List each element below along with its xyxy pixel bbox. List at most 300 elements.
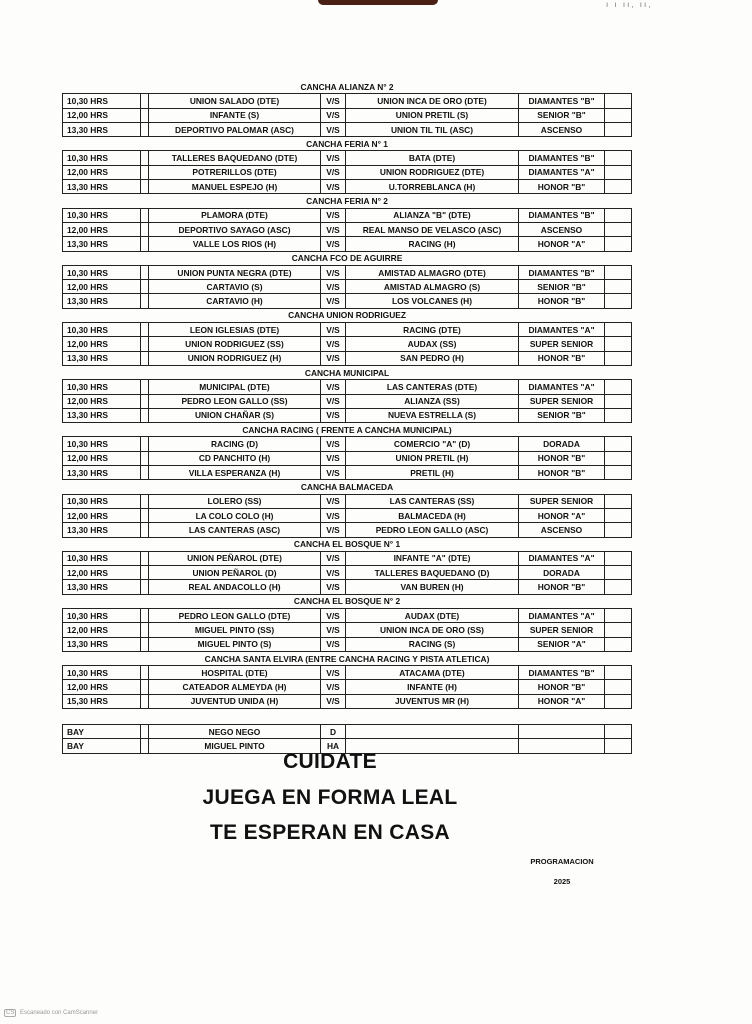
away-team-cell: UNION RODRIGUEZ (DTE) [346, 165, 519, 179]
venue-header-row [63, 537, 632, 551]
away-team-cell: UNION TIL TIL (ASC) [346, 122, 519, 136]
away-team-cell: LAS CANTERAS (DTE) [346, 380, 519, 394]
spacer-cell [141, 280, 149, 294]
message-line-3: TE ESPERAN EN CASA [210, 821, 450, 844]
category-cell: SUPER SENIOR [519, 494, 605, 508]
category-cell: DIAMANTES "B" [519, 208, 605, 222]
spacer-row [63, 709, 632, 725]
versus-cell: V/S [321, 337, 346, 351]
versus-cell: D [321, 725, 346, 739]
match-row [63, 323, 632, 337]
match-row [63, 265, 632, 279]
home-team-cell: CARTAVIO (H) [149, 294, 321, 308]
venue-title: CANCHA MUNICIPAL [304, 367, 390, 378]
match-time-cell: 10,30 HRS [63, 437, 141, 451]
spacer-cell [141, 566, 149, 580]
match-row [63, 294, 632, 308]
away-team-cell [346, 725, 519, 739]
away-team-cell: INFANTE (H) [346, 680, 519, 694]
extra-cell [605, 237, 632, 251]
away-team-cell: VAN BUREN (H) [346, 580, 519, 594]
category-cell: DIAMANTES "B" [519, 94, 605, 108]
versus-cell: V/S [321, 551, 346, 565]
away-team-cell: AMISTAD ALMAGRO (DTE) [346, 265, 519, 279]
match-time-cell: 12,00 HRS [63, 508, 141, 522]
extra-cell [605, 351, 632, 365]
extra-cell [605, 637, 632, 651]
versus-cell: V/S [321, 165, 346, 179]
category-cell: HONOR "B" [519, 180, 605, 194]
match-time-cell: 13,30 HRS [63, 637, 141, 651]
home-team-cell: LEON IGLESIAS (DTE) [149, 323, 321, 337]
versus-cell: V/S [321, 608, 346, 622]
spacer-cell [141, 323, 149, 337]
away-team-cell: UNION PRETIL (H) [346, 451, 519, 465]
extra-cell [605, 265, 632, 279]
away-team-cell: RACING (S) [346, 637, 519, 651]
spacer-cell [141, 265, 149, 279]
away-team-cell: BATA (DTE) [346, 151, 519, 165]
spacer-cell [141, 294, 149, 308]
home-team-cell: PEDRO LEON GALLO (SS) [149, 394, 321, 408]
versus-cell: V/S [321, 451, 346, 465]
category-cell: HONOR "B" [519, 351, 605, 365]
venue-title: CANCHA SANTA ELVIRA (ENTRE CANCHA RACING Y PISTA ATLETICA) [204, 653, 490, 664]
category-cell: HONOR "B" [519, 580, 605, 594]
category-cell: DIAMANTES "B" [519, 666, 605, 680]
away-team-cell: RACING (DTE) [346, 323, 519, 337]
category-cell [519, 725, 605, 739]
category-cell: HONOR "A" [519, 237, 605, 251]
versus-cell: V/S [321, 237, 346, 251]
category-cell: DIAMANTES "A" [519, 380, 605, 394]
spacer-cell [141, 151, 149, 165]
match-time-cell: 13,30 HRS [63, 237, 141, 251]
home-team-cell: VALLE LOS RIOS (H) [149, 237, 321, 251]
spacer-cell [141, 725, 149, 739]
extra-cell [605, 551, 632, 565]
match-time-cell: 10,30 HRS [63, 323, 141, 337]
match-time-cell: 12,00 HRS [63, 165, 141, 179]
spacer-cell [63, 709, 632, 725]
away-team-cell: TALLERES BAQUEDANO (D) [346, 566, 519, 580]
home-team-cell: INFANTE (S) [149, 108, 321, 122]
spacer-cell [141, 580, 149, 594]
match-time-cell: 10,30 HRS [63, 666, 141, 680]
versus-cell: HA [321, 739, 346, 753]
match-row [63, 280, 632, 294]
match-time-cell: 13,30 HRS [63, 523, 141, 537]
match-time-cell: 13,30 HRS [63, 408, 141, 422]
footer-year: 2025 [553, 877, 571, 886]
versus-cell: V/S [321, 623, 346, 637]
spacer-cell [141, 108, 149, 122]
extra-cell [605, 580, 632, 594]
match-row [63, 437, 632, 451]
venue-title: CANCHA FERIA N° 1 [306, 138, 388, 149]
home-team-cell: PLAMORA (DTE) [149, 208, 321, 222]
away-team-cell: AUDAX (SS) [346, 337, 519, 351]
away-team-cell: AUDAX (DTE) [346, 608, 519, 622]
match-time-cell: 10,30 HRS [63, 208, 141, 222]
spacer-cell [141, 551, 149, 565]
top-edge-scribble: ı ı ıı, ıı, [606, 0, 653, 9]
home-team-cell: LOLERO (SS) [149, 494, 321, 508]
match-row [63, 523, 632, 537]
home-team-cell: UNION RODRIGUEZ (SS) [149, 337, 321, 351]
extra-cell [605, 508, 632, 522]
home-team-cell: MANUEL ESPEJO (H) [149, 180, 321, 194]
versus-cell: V/S [321, 151, 346, 165]
versus-cell: V/S [321, 680, 346, 694]
match-time-cell: 13,30 HRS [63, 122, 141, 136]
extra-cell [605, 294, 632, 308]
match-row [63, 494, 632, 508]
match-row [63, 666, 632, 680]
category-cell: ASCENSO [519, 222, 605, 236]
category-cell: DIAMANTES "A" [519, 165, 605, 179]
venue-title: CANCHA UNION RODRIGUEZ [288, 310, 406, 321]
versus-cell: V/S [321, 180, 346, 194]
category-cell: HONOR "B" [519, 680, 605, 694]
match-row [63, 394, 632, 408]
versus-cell: V/S [321, 351, 346, 365]
spacer-cell [141, 394, 149, 408]
versus-cell: V/S [321, 294, 346, 308]
away-team-cell: AMISTAD ALMAGRO (S) [346, 280, 519, 294]
home-team-cell: UNION RODRIGUEZ (H) [149, 351, 321, 365]
extra-cell [605, 725, 632, 739]
category-cell: HONOR "B" [519, 451, 605, 465]
versus-cell: V/S [321, 466, 346, 480]
venue-title: CANCHA EL BOSQUE N° 1 [293, 539, 401, 550]
match-row [63, 580, 632, 594]
extra-cell [605, 380, 632, 394]
home-team-cell: NEGO NEGO [149, 725, 321, 739]
extra-cell [605, 451, 632, 465]
versus-cell: V/S [321, 208, 346, 222]
versus-cell: V/S [321, 694, 346, 708]
extra-cell [605, 151, 632, 165]
home-team-cell: MIGUEL PINTO (S) [149, 637, 321, 651]
venue-title: CANCHA RACING ( FRENTE A CANCHA MUNICIPAL) [242, 424, 452, 435]
home-team-cell: UNION PUNTA NEGRA (DTE) [149, 265, 321, 279]
home-team-cell: CD PANCHITO (H) [149, 451, 321, 465]
match-row [63, 566, 632, 580]
match-row [63, 451, 632, 465]
spacer-cell [141, 380, 149, 394]
match-time-cell: 13,30 HRS [63, 351, 141, 365]
away-team-cell: REAL MANSO DE VELASCO (ASC) [346, 222, 519, 236]
extra-cell [605, 165, 632, 179]
match-row [63, 694, 632, 708]
away-team-cell: ALIANZA "B" (DTE) [346, 208, 519, 222]
versus-cell: V/S [321, 323, 346, 337]
category-cell: SENIOR "B" [519, 408, 605, 422]
category-cell: DIAMANTES "B" [519, 265, 605, 279]
venue-title: CANCHA FCO DE AGUIRRE [291, 253, 403, 264]
extra-cell [605, 437, 632, 451]
footer-label: PROGRAMACION [530, 857, 594, 866]
versus-cell: V/S [321, 637, 346, 651]
match-row [63, 466, 632, 480]
category-cell: DORADA [519, 566, 605, 580]
versus-cell: V/S [321, 265, 346, 279]
camscanner-logo-icon: CS [6, 1010, 15, 1016]
versus-cell: V/S [321, 380, 346, 394]
extra-cell [605, 122, 632, 136]
versus-cell: V/S [321, 437, 346, 451]
match-time-cell: 12,00 HRS [63, 222, 141, 236]
home-team-cell: TALLERES BAQUEDANO (DTE) [149, 151, 321, 165]
spacer-cell [141, 451, 149, 465]
home-team-cell: MUNICIPAL (DTE) [149, 380, 321, 394]
versus-cell: V/S [321, 666, 346, 680]
category-cell: HONOR "A" [519, 508, 605, 522]
spacer-cell [141, 466, 149, 480]
category-cell: SUPER SENIOR [519, 337, 605, 351]
category-cell: HONOR "B" [519, 294, 605, 308]
category-cell: SUPER SENIOR [519, 623, 605, 637]
match-schedule-table [62, 80, 632, 754]
category-cell: HONOR "A" [519, 694, 605, 708]
venue-header-row [63, 480, 632, 494]
match-time-cell: 13,30 HRS [63, 294, 141, 308]
match-row [63, 94, 632, 108]
message-line-1: CUIDATE [283, 750, 377, 773]
extra-cell [605, 566, 632, 580]
away-team-cell: UNION INCA DE ORO (DTE) [346, 94, 519, 108]
home-team-cell: POTRERILLOS (DTE) [149, 165, 321, 179]
extra-cell [605, 523, 632, 537]
match-time-cell: 10,30 HRS [63, 265, 141, 279]
match-row [63, 108, 632, 122]
category-cell: SUPER SENIOR [519, 394, 605, 408]
spacer-cell [141, 623, 149, 637]
category-cell: DIAMANTES "A" [519, 608, 605, 622]
away-team-cell: SAN PEDRO (H) [346, 351, 519, 365]
versus-cell: V/S [321, 122, 346, 136]
message-line-2: JUEGA EN FORMA LEAL [202, 786, 458, 809]
category-cell: SENIOR "A" [519, 637, 605, 651]
match-row [63, 351, 632, 365]
match-time-cell: 12,00 HRS [63, 337, 141, 351]
match-row [63, 623, 632, 637]
match-time-cell: 13,30 HRS [63, 180, 141, 194]
away-team-cell: UNION PRETIL (S) [346, 108, 519, 122]
away-team-cell: BALMACEDA (H) [346, 508, 519, 522]
match-row [63, 637, 632, 651]
match-row [63, 208, 632, 222]
away-team-cell: ATACAMA (DTE) [346, 666, 519, 680]
venue-header-row [63, 423, 632, 437]
home-team-cell: UNION PEÑAROL (DTE) [149, 551, 321, 565]
scanner-watermark [4, 1009, 98, 1017]
spacer-cell [141, 694, 149, 708]
category-cell: HONOR "B" [519, 466, 605, 480]
match-time-cell: 10,30 HRS [63, 94, 141, 108]
home-team-cell: MIGUEL PINTO (SS) [149, 623, 321, 637]
home-team-cell: UNION PEÑAROL (D) [149, 566, 321, 580]
away-team-cell: UNION INCA DE ORO (SS) [346, 623, 519, 637]
venue-header-row [63, 251, 632, 265]
away-team-cell: U.TORREBLANCA (H) [346, 180, 519, 194]
match-time-cell: 12,00 HRS [63, 566, 141, 580]
spacer-cell [141, 122, 149, 136]
extra-cell [605, 694, 632, 708]
spacer-cell [141, 680, 149, 694]
away-team-cell: RACING (H) [346, 237, 519, 251]
match-time-cell: 10,30 HRS [63, 380, 141, 394]
match-time-cell: 10,30 HRS [63, 551, 141, 565]
venue-header-row [63, 137, 632, 151]
match-row [63, 180, 632, 194]
spacer-cell [141, 208, 149, 222]
match-row [63, 551, 632, 565]
match-time-cell: 10,30 HRS [63, 494, 141, 508]
versus-cell: V/S [321, 508, 346, 522]
category-cell: SENIOR "B" [519, 108, 605, 122]
spacer-cell [141, 351, 149, 365]
match-row [63, 165, 632, 179]
match-row [63, 408, 632, 422]
spacer-cell [141, 666, 149, 680]
schedule-body [63, 80, 632, 753]
versus-cell: V/S [321, 523, 346, 537]
extra-cell [605, 466, 632, 480]
match-row [63, 337, 632, 351]
bay-row [63, 725, 632, 739]
home-team-cell: REAL ANDACOLLO (H) [149, 580, 321, 594]
venue-header-row [63, 308, 632, 322]
extra-cell [605, 108, 632, 122]
home-team-cell: CARTAVIO (S) [149, 280, 321, 294]
versus-cell: V/S [321, 494, 346, 508]
venue-header-row [63, 594, 632, 608]
versus-cell: V/S [321, 408, 346, 422]
match-time-cell: 15,30 HRS [63, 694, 141, 708]
match-row [63, 151, 632, 165]
match-time-cell: 12,00 HRS [63, 394, 141, 408]
spacer-cell [141, 523, 149, 537]
category-cell: SENIOR "B" [519, 280, 605, 294]
match-time-cell: 12,00 HRS [63, 108, 141, 122]
extra-cell [605, 623, 632, 637]
extra-cell [605, 608, 632, 622]
category-cell: DORADA [519, 437, 605, 451]
category-cell: ASCENSO [519, 122, 605, 136]
watermark-text: Escaneado con CamScanner [20, 1010, 99, 1016]
extra-cell [605, 394, 632, 408]
away-team-cell: PRETIL (H) [346, 466, 519, 480]
spacer-cell [141, 637, 149, 651]
home-team-cell: UNION SALADO (DTE) [149, 94, 321, 108]
match-row [63, 237, 632, 251]
extra-cell [605, 323, 632, 337]
home-team-cell: JUVENTUD UNIDA (H) [149, 694, 321, 708]
match-row [63, 122, 632, 136]
match-time-cell: 12,00 HRS [63, 680, 141, 694]
venue-title: CANCHA EL BOSQUE N° 2 [293, 596, 401, 607]
extra-cell [605, 208, 632, 222]
match-time-cell: BAY [63, 725, 141, 739]
extra-cell [605, 280, 632, 294]
home-team-cell: CATEADOR ALMEYDA (H) [149, 680, 321, 694]
home-team-cell: UNION CHAÑAR (S) [149, 408, 321, 422]
match-time-cell: 12,00 HRS [63, 623, 141, 637]
away-team-cell: INFANTE "A" (DTE) [346, 551, 519, 565]
extra-cell [605, 666, 632, 680]
versus-cell: V/S [321, 580, 346, 594]
category-cell: DIAMANTES "A" [519, 323, 605, 337]
match-row [63, 680, 632, 694]
spacer-cell [141, 94, 149, 108]
venue-header-row [63, 194, 632, 208]
match-row [63, 222, 632, 236]
spacer-cell [141, 408, 149, 422]
versus-cell: V/S [321, 108, 346, 122]
home-team-cell: RACING (D) [149, 437, 321, 451]
match-row [63, 608, 632, 622]
away-team-cell: LOS VOLCANES (H) [346, 294, 519, 308]
spacer-cell [141, 494, 149, 508]
venue-header-row [63, 651, 632, 665]
spacer-cell [141, 337, 149, 351]
venue-header-row [63, 80, 632, 94]
match-row [63, 380, 632, 394]
spacer-cell [141, 237, 149, 251]
away-team-cell: ALIANZA (SS) [346, 394, 519, 408]
venue-title: CANCHA ALIANZA N° 2 [300, 81, 394, 92]
category-cell: DIAMANTES "A" [519, 551, 605, 565]
spacer-cell [141, 437, 149, 451]
home-team-cell: DEPORTIVO SAYAGO (ASC) [149, 222, 321, 236]
spacer-cell [141, 608, 149, 622]
home-team-cell: HOSPITAL (DTE) [149, 666, 321, 680]
extra-cell [605, 180, 632, 194]
spacer-cell [141, 222, 149, 236]
versus-cell: V/S [321, 222, 346, 236]
versus-cell: V/S [321, 94, 346, 108]
spacer-cell [141, 165, 149, 179]
match-time-cell: 13,30 HRS [63, 580, 141, 594]
venue-title: CANCHA BALMACEDA [300, 481, 394, 492]
match-row [63, 508, 632, 522]
away-team-cell: NUEVA ESTRELLA (S) [346, 408, 519, 422]
versus-cell: V/S [321, 394, 346, 408]
match-time-cell: 10,30 HRS [63, 151, 141, 165]
versus-cell: V/S [321, 280, 346, 294]
spacer-cell [141, 508, 149, 522]
match-time-cell: BAY [63, 739, 141, 753]
venue-header-row [63, 365, 632, 379]
home-team-cell: LAS CANTERAS (ASC) [149, 523, 321, 537]
top-edge-mark [318, 0, 438, 5]
home-team-cell: LA COLO COLO (H) [149, 508, 321, 522]
home-team-cell: DEPORTIVO PALOMAR (ASC) [149, 122, 321, 136]
venue-title: CANCHA FERIA N° 2 [306, 196, 388, 207]
versus-cell: V/S [321, 566, 346, 580]
extra-cell [605, 494, 632, 508]
match-time-cell: 12,00 HRS [63, 280, 141, 294]
extra-cell [605, 680, 632, 694]
match-time-cell: 13,30 HRS [63, 466, 141, 480]
home-team-cell: VILLA ESPERANZA (H) [149, 466, 321, 480]
home-team-cell: MIGUEL PINTO [149, 739, 321, 753]
match-time-cell: 10,30 HRS [63, 608, 141, 622]
extra-cell [605, 337, 632, 351]
away-team-cell: LAS CANTERAS (SS) [346, 494, 519, 508]
